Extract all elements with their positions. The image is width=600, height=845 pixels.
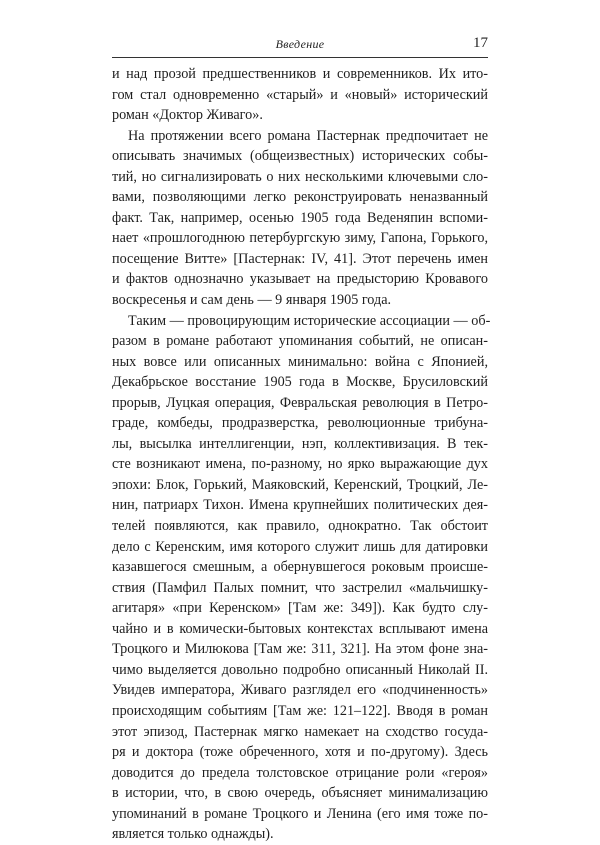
- text-line: граде, комбеды, продразверстка, революционные трибуна-: [112, 415, 488, 432]
- text-line: ных вовсе или описанных минимально: война с Японией,: [112, 353, 488, 370]
- page-number: 17: [473, 35, 488, 51]
- text-line: тий, но сигнализировать о них несколькими ключевыми сло-: [112, 168, 488, 185]
- text-line: в истории, что, в свою очередь, объясняет минимализацию: [112, 785, 488, 802]
- text-line: упоминаний в романе Троцкого и Ленина (его имя тоже по-: [112, 805, 488, 822]
- text-line: роман «Доктор Живаго».: [112, 107, 263, 124]
- paragraph-1: [112, 64, 488, 126]
- text-line: происходящим событиям [Там же: 121–122]. Вводя в роман: [112, 702, 488, 719]
- text-line: является только однажды).: [112, 826, 274, 843]
- text-line: эпохи: Блок, Горький, Маяковский, Керенский, Троцкий, Ле-: [112, 476, 488, 493]
- text-line: казавшегося смешным, а обернувшегося роковым происше-: [112, 559, 488, 576]
- text-line: разом в романе работают упоминания событий, не описан-: [112, 333, 488, 350]
- text-line: доводится до предела толстовское отрицание роли «героя»: [112, 764, 488, 781]
- paragraph-3: [112, 311, 491, 845]
- text-line: гом стал одновременно «старый» и «новый» исторический: [112, 86, 488, 103]
- paragraph-2: [112, 126, 488, 311]
- text-line: посещение Витте» [Пастернак: IV, 41]. Этот перечень имен: [112, 250, 488, 267]
- text-line: агитаря» «при Керенском» [Там же: 349]). Как будто слу-: [112, 600, 488, 617]
- text-line: ря и доктора (тоже обреченного, хотя и по-другому). Здесь: [112, 744, 488, 761]
- text-line: сте возникают имена, по-разному, но ярко выражающие дух: [112, 456, 488, 473]
- text-line: телей появляются, как правило, однократно. Так обстоит: [112, 518, 488, 535]
- text-line: нин, патриарх Тихон. Имена крупнейших политических дея-: [112, 497, 488, 514]
- text-line: чимо выделяется довольно подробно описанный Николай II.: [112, 661, 488, 678]
- text-line: Увидев императора, Живаго разглядел его «подчиненность»: [112, 682, 488, 699]
- text-line: и над прозой предшественников и современников. Их ито-: [112, 66, 488, 82]
- text-line: дело с Керенским, имя которого служит лишь для датировки: [112, 538, 488, 555]
- header-rule: [112, 57, 488, 58]
- running-header: [112, 35, 488, 57]
- text-line: Троцкого и Милюкова [Там же: 311, 321]. На этом фоне зна-: [112, 641, 488, 658]
- text-line: описывать значимых (общеизвестных) исторических собы-: [112, 148, 488, 165]
- running-title: Введение: [275, 37, 325, 51]
- body-text: [112, 64, 491, 845]
- text-line: Таким — провоцирующим исторические ассоциации — об-: [128, 312, 491, 329]
- text-line: лы, высылка интеллигенции, нэп, коллективизация. В тек-: [112, 435, 488, 452]
- text-line: вами, позволяющими легко реконструировать неназванный: [112, 189, 488, 206]
- text-line: прорыв, Луцкая операция, Февральская революция в Петро-: [112, 394, 488, 411]
- text-line: нает «прошлогоднюю петербургскую зиму, Гапона, Горького,: [112, 230, 488, 247]
- text-line: и фактов однозначно указывает на предысторию Кровавого: [112, 271, 488, 288]
- text-line: факт. Так, например, осенью 1905 года Веденяпин вспоми-: [112, 209, 488, 226]
- text-line: На протяжении всего романа Пастернак предпочитает не: [128, 127, 488, 144]
- text-line: воскресенья и сам день — 9 января 1905 года.: [112, 292, 392, 309]
- text-line: Декабрьское восстание 1905 года в Москве, Брусиловский: [112, 374, 488, 391]
- text-line: чайно и в комически-бытовых контекстах всплывают имена: [112, 620, 488, 637]
- text-line: этот эпизод, Пастернак мягко намекает на сходство госуда-: [112, 723, 488, 740]
- text-line: ствия (Памфил Палых помнит, что застрелил «мальчишку-: [112, 579, 488, 596]
